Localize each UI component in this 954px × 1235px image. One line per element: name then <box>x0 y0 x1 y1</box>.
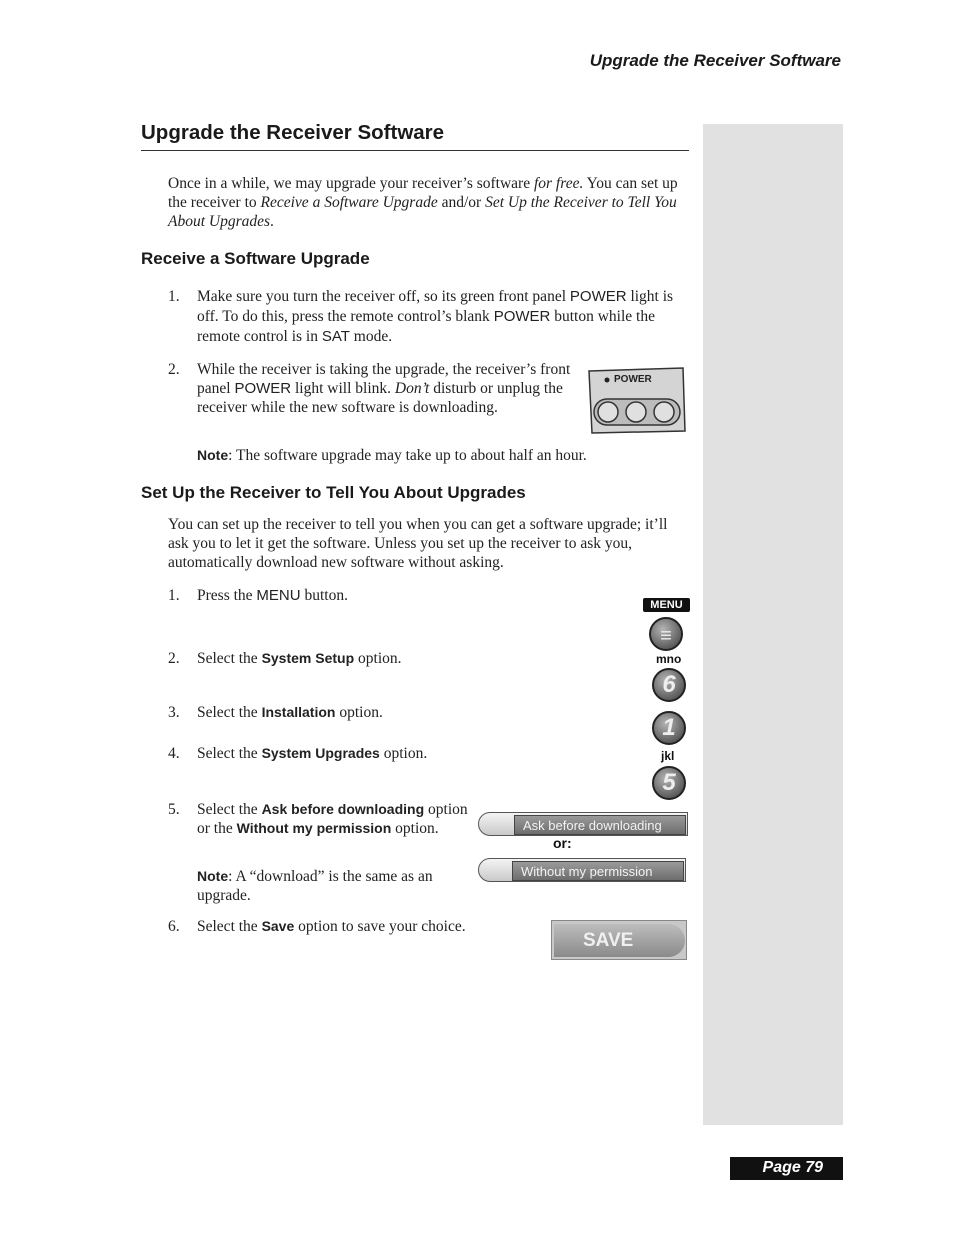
option-label: Without my permission <box>512 861 684 881</box>
intro-text: You can set up the receiver to <box>168 175 678 211</box>
sat-term: SAT <box>321 328 350 345</box>
step-text: option. <box>379 745 428 762</box>
power-term: POWER <box>234 380 292 397</box>
step-number: 5. <box>168 801 180 818</box>
running-head: Upgrade the Receiver Software <box>589 51 841 70</box>
menu-key[interactable] <box>649 617 683 651</box>
intro-paragraph <box>168 174 690 231</box>
save-label: SAVE <box>583 930 634 951</box>
intro-text: Once in a while, we may upgrade your receiver’s software <box>168 175 534 192</box>
save-button-frame <box>551 920 687 960</box>
step-number: 1. <box>168 587 180 604</box>
setup-step-5 <box>197 800 472 838</box>
section-heading-setup: Set Up the Receiver to Tell You About Upgrades <box>141 483 526 502</box>
step-text: light is off. To do this, press the remote control’s blank <box>197 288 674 325</box>
step-text: disturb or unplug the receiver while the new software is downloading. <box>197 380 563 416</box>
step-text: Press the <box>197 587 257 604</box>
setup-step-1 <box>197 586 348 605</box>
dont-emphasis: Don’t <box>394 380 430 397</box>
setup-step-6 <box>197 917 466 936</box>
step-text: option to save your choice. <box>294 918 466 935</box>
note-text: : A “download” is the same as an upgrade. <box>197 868 433 904</box>
note-label: Note <box>197 447 229 463</box>
intro-emphasis: for free. <box>533 175 584 192</box>
step-text: button. <box>300 587 348 604</box>
option-name: System Setup <box>261 650 355 666</box>
power-term: POWER <box>493 308 551 325</box>
step-text: light will blink. <box>291 380 395 397</box>
receive-note <box>197 446 677 465</box>
key-letters-jkl: jkl <box>661 749 675 763</box>
step-number: 2. <box>168 361 180 378</box>
option-name: Save <box>261 918 295 934</box>
ask-before-downloading-option[interactable] <box>478 812 688 836</box>
setup-step-2 <box>197 649 402 668</box>
option-name: Without my permission <box>236 820 392 836</box>
key-5[interactable]: 5 <box>652 766 686 800</box>
intro-link-receive: Receive a Software Upgrade <box>260 194 438 211</box>
step-text: Select the <box>197 650 262 667</box>
step-text: Select the <box>197 801 262 818</box>
step-text: option. <box>391 820 439 837</box>
step-number: 1. <box>168 288 180 305</box>
step-text: While the receiver is taking the upgrade, the receiver’s front panel <box>197 361 571 397</box>
step-text: Select the <box>197 745 262 762</box>
step-number: 6. <box>168 918 180 935</box>
step-text: Select the <box>197 918 262 935</box>
section-heading-receive: Receive a Software Upgrade <box>141 249 370 268</box>
note-text: : The software upgrade may take up to about half an hour. <box>228 447 587 464</box>
option-label: Ask before downloading <box>514 815 686 835</box>
front-panel-image <box>586 365 686 435</box>
step-text: option. <box>335 704 383 721</box>
intro-link-setup: Set Up the Receiver to Tell You About Upgrades <box>168 194 677 230</box>
menu-lines-icon: ≡ <box>660 625 672 647</box>
step-text: Make sure you turn the receiver off, so its green front panel <box>197 288 570 305</box>
key-letters-mno: mno <box>656 652 682 666</box>
step-text: mode. <box>349 328 393 345</box>
step-text: button while the remote control is in <box>197 308 655 345</box>
receive-step-2 <box>197 360 577 417</box>
step-number: 4. <box>168 745 180 762</box>
setup-step-3 <box>197 703 383 722</box>
save-button[interactable] <box>554 924 685 957</box>
setup-step-4 <box>197 744 427 763</box>
step-text: option. <box>354 650 402 667</box>
option-name: Ask before downloading <box>261 801 425 817</box>
step-number: 2. <box>168 650 180 667</box>
setup-intro: You can set up the receiver to tell you when you can get a software upgrade; it’ll ask you to let it get the software. Unless you set up the receiver to ask you, automatically download new software without asking. <box>168 516 668 571</box>
step-text: Select the <box>197 704 262 721</box>
or-label: or: <box>553 835 572 851</box>
key-6[interactable]: 6 <box>652 668 686 702</box>
step-number: 3. <box>168 704 180 721</box>
step-text: option or the <box>197 801 468 837</box>
option-name: Installation <box>261 704 336 720</box>
intro-text: and/or <box>437 194 486 211</box>
menu-term: MENU <box>256 587 301 604</box>
option-name: System Upgrades <box>261 745 380 761</box>
menu-key-label: MENU <box>643 598 690 612</box>
page-number: Page 79 <box>730 1157 843 1180</box>
power-panel-label: POWER <box>614 374 652 385</box>
page-title: Upgrade the Receiver Software <box>141 121 689 151</box>
note-label: Note <box>197 868 229 884</box>
setup-note <box>197 867 467 905</box>
intro-text: . <box>270 213 274 230</box>
key-1[interactable]: 1 <box>652 711 686 745</box>
without-my-permission-option[interactable] <box>478 858 686 882</box>
power-term: POWER <box>569 288 627 305</box>
sidebar-panel <box>703 124 843 1125</box>
receive-step-1 <box>197 287 692 347</box>
